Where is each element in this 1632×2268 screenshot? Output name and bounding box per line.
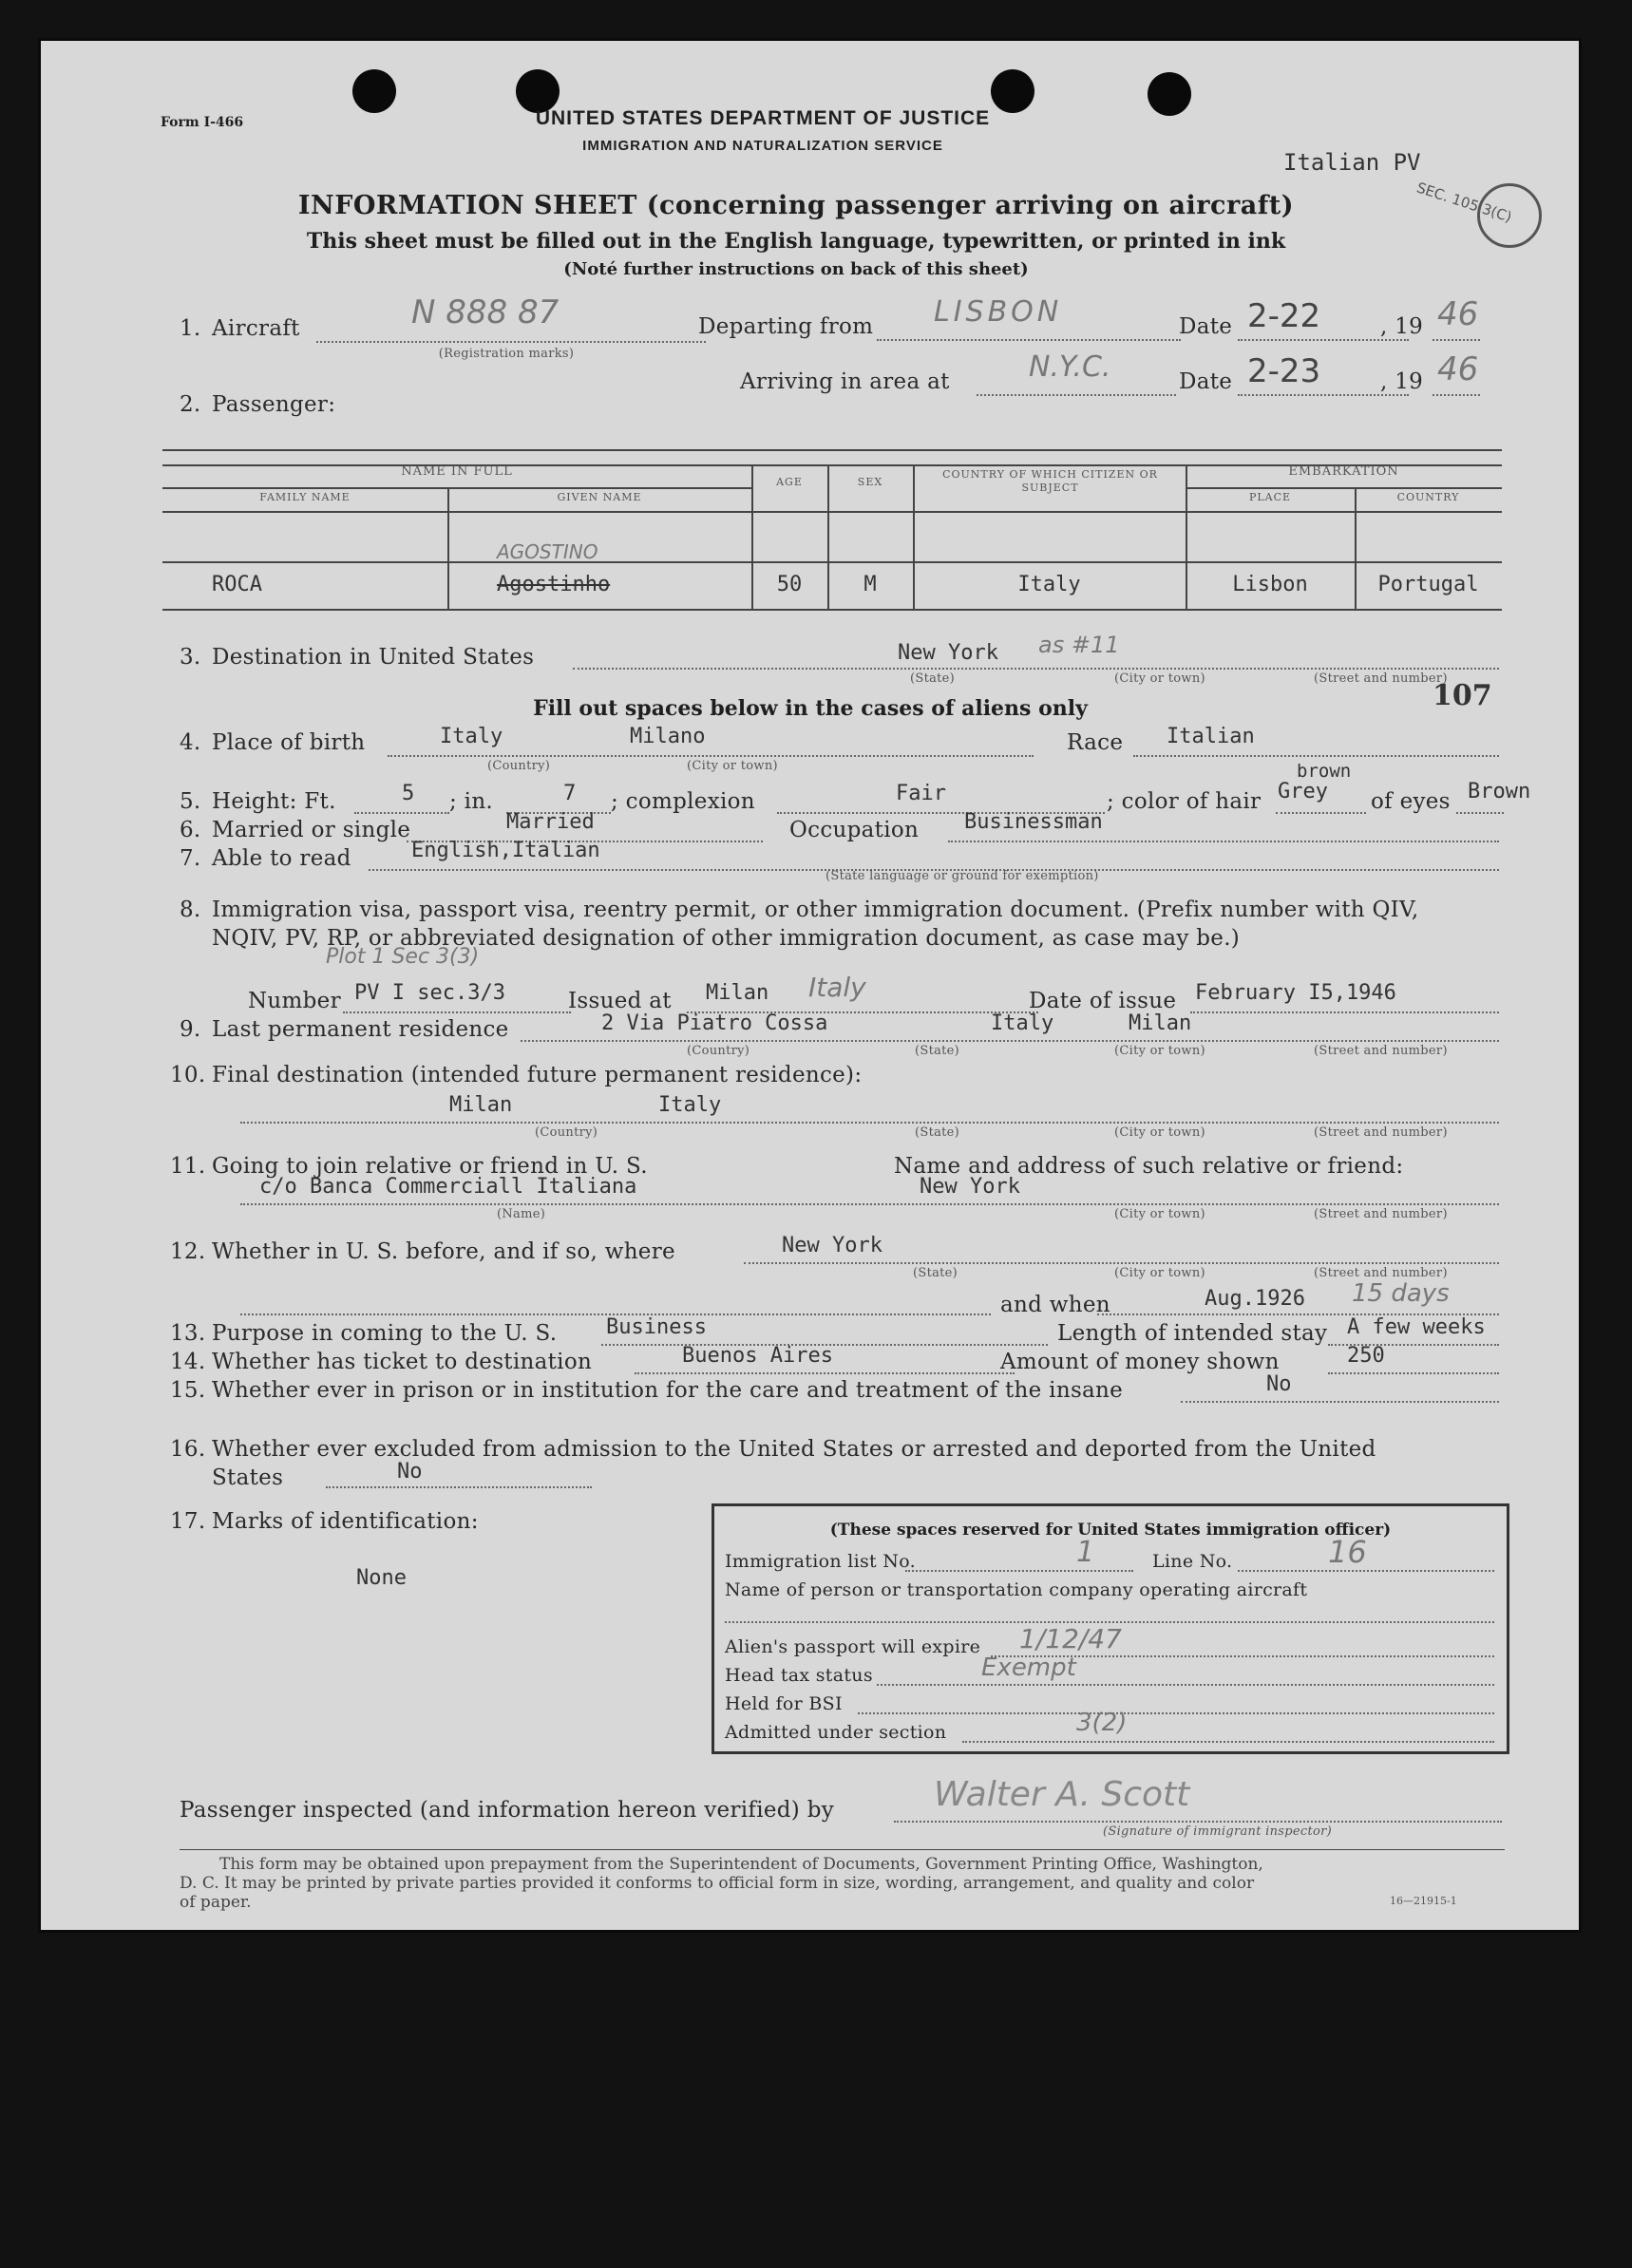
operator-label: Name of person or transportation company operating aircraft	[725, 1579, 1308, 1600]
hair-over-value: brown	[1297, 761, 1352, 782]
marks-value: None	[356, 1566, 407, 1590]
excluded-line1: Whether ever excluded from admission to the United States or arrested and deported from the United	[212, 1437, 1376, 1462]
street-caption: (Street and number)	[1314, 1266, 1448, 1280]
street-caption: (Street and number)	[1314, 1207, 1448, 1221]
state-caption: (State)	[915, 1125, 960, 1140]
corner-note: Italian PV	[1283, 149, 1421, 176]
complexion-value: Fair	[896, 782, 946, 805]
form-id: Form I-466	[161, 115, 244, 130]
country-caption: (Country)	[687, 1044, 750, 1058]
aircraft-value: N 888 87	[411, 293, 560, 331]
ticket-label: Whether has ticket to destination	[212, 1350, 593, 1374]
date-label: Date	[1179, 314, 1233, 339]
line-label: Line No.	[1152, 1551, 1233, 1572]
before-label: Whether in U. S. before, and if so, where	[212, 1239, 675, 1264]
complexion-label: ; complexion	[611, 789, 755, 814]
family-name-header: FAMILY NAME	[259, 491, 351, 503]
name-in-full-header: NAME IN FULL	[401, 464, 513, 479]
stamp-circle	[1477, 183, 1542, 248]
list-value: 1	[1076, 1536, 1095, 1569]
destination-label: Destination in United States	[212, 645, 535, 670]
department-title: UNITED STATES DEPARTMENT OF JUSTICE	[535, 107, 991, 129]
year2-prefix: , 19	[1380, 369, 1424, 394]
when-value: Aug.1926	[1205, 1287, 1305, 1311]
destination-code: 107	[1433, 679, 1492, 712]
arriving-label: Arriving in area at	[740, 369, 950, 394]
issued-label: Issued at	[568, 989, 672, 1013]
item-number: 12.	[170, 1239, 206, 1264]
money-label: Amount of money shown	[1000, 1350, 1280, 1374]
issued-hand: Italy	[808, 972, 866, 1003]
race-label: Race	[1067, 730, 1124, 755]
item-number: 2.	[180, 392, 201, 417]
year2-value: 46	[1437, 350, 1479, 388]
visa-line2: NQIV, PV, RP, or abbreviated designation of other immigration document, as case may be.)	[212, 926, 1241, 951]
list-label: Immigration list No.	[725, 1551, 916, 1572]
officer-box-title: (These spaces reserved for United States immigration officer)	[829, 1521, 1392, 1540]
hair-label: ; color of hair	[1107, 789, 1262, 814]
headtax-value: Exempt	[981, 1654, 1076, 1682]
hair-value: Grey	[1278, 780, 1328, 803]
item-number: 13.	[170, 1321, 206, 1346]
when-label: and when	[1000, 1293, 1110, 1317]
year-value: 46	[1437, 295, 1479, 333]
inspected-label: Passenger inspected (and information hereon verified) by	[180, 1798, 835, 1823]
footer-line3: of paper.	[180, 1893, 252, 1912]
admitted-value: 3(2)	[1076, 1709, 1128, 1737]
before-state: New York	[782, 1234, 882, 1257]
excluded-line2: States	[212, 1465, 284, 1490]
passenger-label: Passenger:	[212, 392, 336, 417]
purpose-value: Business	[606, 1315, 707, 1339]
married-label: Married or single	[212, 818, 411, 842]
sex-header: SEX	[857, 476, 883, 488]
emb-place-value: Lisbon	[1232, 573, 1308, 596]
eyes-value: Brown	[1468, 780, 1531, 803]
height-in: 7	[563, 782, 577, 805]
prison-label: Whether ever in prison or in institution for the care and treatment of the insane	[212, 1378, 1124, 1403]
service-title: IMMIGRATION AND NATURALIZATION SERVICE	[582, 138, 943, 154]
item-number: 6.	[180, 818, 201, 842]
stay-value: A few weeks	[1347, 1315, 1486, 1339]
country-header: COUNTRY OF WHICH CITIZEN OR SUBJECT	[942, 468, 1158, 494]
form-sheet	[38, 38, 1582, 1933]
item-number: 11.	[170, 1154, 206, 1179]
age-header: AGE	[776, 476, 803, 488]
date-value: 2-22	[1247, 297, 1321, 335]
number-label: Number	[248, 989, 341, 1013]
residence-street: 2 Via Piatro Cossa	[601, 1011, 828, 1035]
expire-label: Alien's passport will expire	[725, 1636, 981, 1657]
punch-hole	[1148, 72, 1191, 116]
final-country: Italy	[658, 1093, 722, 1117]
stay-label: Length of intended stay	[1057, 1321, 1328, 1346]
birth-label: Place of birth	[212, 730, 366, 755]
number-value: PV I sec.3/3	[354, 981, 505, 1005]
city-caption: (City or town)	[1114, 1125, 1205, 1140]
visa-hand-note: Plot 1 Sec 3(3)	[326, 945, 480, 969]
race-value: Italian	[1167, 725, 1255, 748]
residence-label: Last permanent residence	[212, 1017, 509, 1042]
footer-line2: D. C. It may be printed by private parties provided it conforms to official form in size, wording, arrangement, and quality and color	[180, 1874, 1255, 1893]
item-number: 14.	[170, 1350, 206, 1374]
join-label: Going to join relative or friend in U. S.	[212, 1154, 648, 1179]
read-caption: (State language or ground for exemption)	[825, 869, 1099, 883]
aircraft-label: Aircraft	[212, 316, 300, 341]
item-number: 7.	[180, 846, 201, 871]
read-label: Able to read	[212, 846, 351, 871]
departing-value: LISBON	[934, 295, 1063, 329]
item-number: 3.	[180, 645, 201, 670]
item-number: 17.	[170, 1509, 206, 1534]
line-value: 16	[1328, 1534, 1367, 1570]
height-ft: 5	[402, 782, 415, 805]
country-caption: (Country)	[535, 1125, 598, 1140]
marks-label: Marks of identification:	[212, 1509, 479, 1534]
item-number: 5.	[180, 789, 201, 814]
departing-label: Departing from	[698, 314, 874, 339]
read-value: English,Italian	[411, 839, 600, 862]
print-code: 16—21915-1	[1390, 1895, 1457, 1907]
year-prefix: , 19	[1380, 314, 1424, 339]
headtax-label: Head tax status	[725, 1665, 873, 1686]
ticket-value: Buenos Aires	[682, 1344, 833, 1368]
item-number: 15.	[170, 1378, 206, 1403]
date-of-issue-label: Date of issue	[1029, 989, 1177, 1013]
final-city: Milan	[449, 1093, 513, 1117]
country-caption: (Country)	[487, 759, 551, 773]
visa-line1: Immigration visa, passport visa, reentry permit, or other immigration document. (Prefix number with QIV,	[212, 898, 1419, 922]
relative-name: c/o Banca Commerciall Italiana	[259, 1175, 637, 1199]
item-number: 4.	[180, 730, 201, 755]
place-header: PLACE	[1248, 491, 1292, 503]
given-name-correction: AGOSTINO	[497, 540, 598, 563]
expire-value: 1/12/47	[1019, 1623, 1122, 1654]
destination-state: New York	[898, 641, 998, 665]
sex-value: M	[863, 573, 877, 596]
city-caption: (City or town)	[1114, 1207, 1205, 1221]
sheet-title: INFORMATION SHEET (concerning passenger arriving on aircraft)	[297, 191, 1295, 220]
item-number: 16.	[170, 1437, 206, 1462]
occupation-value: Businessman	[964, 810, 1103, 834]
eyes-label: of eyes	[1371, 789, 1451, 814]
residence-country: Italy	[991, 1011, 1054, 1035]
money-value: 250	[1347, 1344, 1385, 1368]
final-destination-label: Final destination (intended future permanent residence):	[212, 1063, 863, 1087]
destination-city-hand: as #11	[1038, 632, 1120, 658]
state-caption: (State)	[910, 671, 956, 686]
item-number: 8.	[180, 898, 201, 922]
signature-caption: (Signature of immigrant inspector)	[1103, 1824, 1333, 1839]
given-name-value: Agostinho	[497, 573, 611, 596]
city-caption: (City or town)	[1114, 1044, 1205, 1058]
relative-state: New York	[920, 1175, 1020, 1199]
aliens-header: Fill out spaces below in the cases of aliens only	[533, 696, 1088, 721]
citizen-value: Italy	[1017, 573, 1081, 596]
issued-value: Milan	[706, 981, 769, 1005]
city-caption: (City or town)	[1114, 1266, 1205, 1280]
street-caption: (Street and number)	[1314, 1125, 1448, 1140]
when-hand: 15 days	[1352, 1279, 1450, 1308]
item-number: 10.	[170, 1063, 206, 1087]
residence-city: Milan	[1129, 1011, 1192, 1035]
city-caption: (City or town)	[687, 759, 778, 773]
age-value: 50	[776, 573, 803, 596]
punch-hole	[352, 69, 396, 113]
family-name-value: ROCA	[212, 573, 262, 596]
prison-value: No	[1266, 1372, 1292, 1396]
item-number: 9.	[180, 1017, 201, 1042]
section-stamp: SEC. 105.3(C)	[1414, 179, 1514, 226]
date2-label: Date	[1179, 369, 1233, 394]
excluded-value: No	[397, 1460, 423, 1484]
inspector-signature: Walter A. Scott	[934, 1775, 1190, 1814]
sheet-note: (Noté further instructions on back of this sheet)	[563, 259, 1029, 279]
footer-line1: This form may be obtained upon prepayment from the Superintendent of Documents, Government Printing Office, Washington,	[219, 1855, 1263, 1874]
occupation-label: Occupation	[789, 818, 920, 842]
name-caption: (Name)	[497, 1207, 546, 1221]
admitted-label: Admitted under section	[725, 1722, 947, 1743]
date2-value: 2-23	[1247, 352, 1321, 390]
married-value: Married	[506, 810, 595, 834]
bsi-label: Held for BSI	[725, 1693, 843, 1714]
aircraft-caption: (Registration marks)	[438, 347, 575, 361]
item-number: 1.	[180, 316, 201, 341]
country2-header: COUNTRY	[1396, 491, 1460, 503]
birth-city: Milano	[630, 725, 706, 748]
given-name-header: GIVEN NAME	[557, 491, 642, 503]
purpose-label: Purpose in coming to the U. S.	[212, 1321, 558, 1346]
sheet-subtitle: This sheet must be filled out in the English language, typewritten, or printed in ink	[306, 229, 1286, 254]
height-label: Height: Ft.	[212, 789, 336, 814]
emb-country-value: Portugal	[1377, 573, 1479, 596]
birth-country: Italy	[440, 725, 503, 748]
city-caption: (City or town)	[1114, 671, 1205, 686]
height-in-label: ; in.	[449, 789, 494, 814]
state-caption: (State)	[915, 1044, 960, 1058]
state-caption: (State)	[913, 1266, 958, 1280]
date-of-issue-value: February I5,1946	[1195, 981, 1396, 1005]
embarkation-header: EMBARKATION	[1288, 464, 1399, 479]
relative-name-label: Name and address of such relative or friend:	[894, 1154, 1404, 1179]
street-caption: (Street and number)	[1314, 671, 1448, 686]
arriving-value: N.Y.C.	[1029, 350, 1111, 384]
street-caption: (Street and number)	[1314, 1044, 1448, 1058]
